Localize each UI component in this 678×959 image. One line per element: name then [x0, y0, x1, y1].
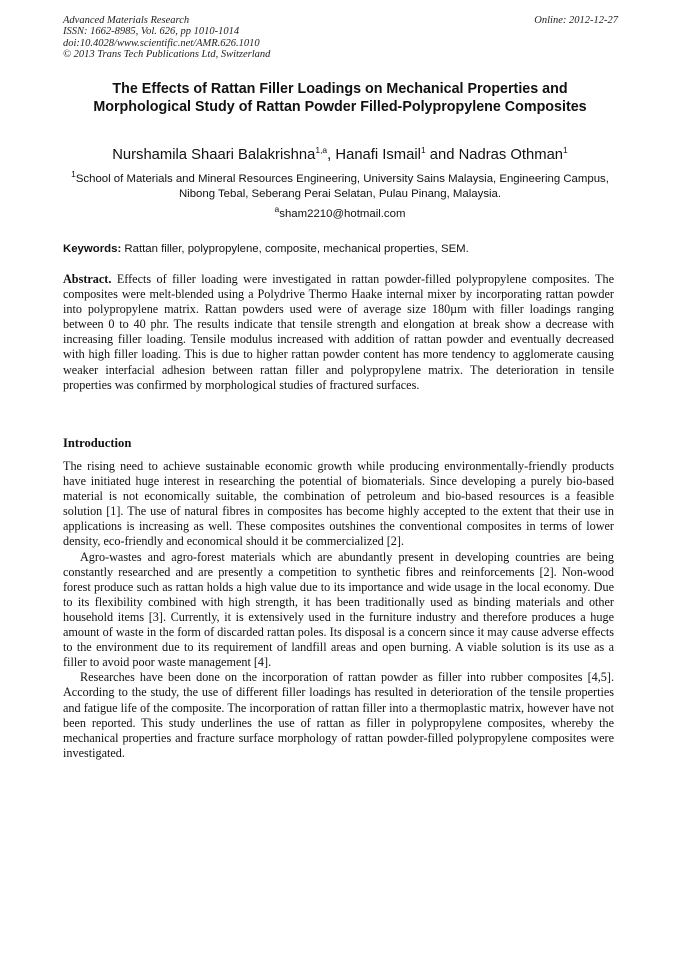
- abstract-label: Abstract.: [63, 272, 112, 286]
- copyright-line: © 2013 Trans Tech Publications Ltd, Switzerland: [63, 49, 271, 61]
- author-superscript: 1,a: [315, 145, 328, 156]
- introduction-body: [63, 459, 614, 761]
- keywords-label: Keywords:: [63, 243, 122, 255]
- paper-title: The Effects of Rattan Filler Loadings on Mechanical Properties and Morphological Study of Rattan Powder Filled-Polypropylene Composites: [93, 81, 587, 116]
- keywords-text: Rattan filler, polypropylene, composite, mechanical properties, SEM.: [124, 243, 469, 255]
- abstract-text: Effects of filler loading were investigated in rattan powder-filled polypropylene composites. The composites were melt-blended using a Polydrive Thermo Haake internal mixer by incorporating rattan powder into polypropylene matrix. Rattan powders used were of average size 180µm with filler loadings ranging between 0 to 40 phr. The results indicate that tensile strength and elongation at break show a decrease with increasing filler loading. Tensile modulus increased with addition of rattan powder and eventually decreased with high filler loading. This is due to higher rattan powder content has more tendency to agglomerate causing weaker interfacial adhesion between rattan filler and polypropylene matrix. The deterioration in tensile properties was confirmed by morphological studies of fractured surfaces.: [63, 272, 614, 392]
- paragraph: The rising need to achieve sustainable economic growth while producing environmentally-friendly products have initiated huge interest in researching the potential of biomaterials. Since developing a purely bio-based material is not economically suitable, the combination of petroleum and bio-based resources is a feasible solution [1]. The use of natural fibres in composites has become highly accepted to the extent that their use in applications is increasing as well. These composites outshines the conventional composites in terms of lower density, eco-friendly and economical should it be commercialized [2].: [63, 459, 614, 549]
- email-address: sham2210@hotmail.com: [279, 208, 406, 220]
- section-heading-introduction: Introduction: [63, 436, 132, 450]
- affiliation: [62, 169, 618, 202]
- keywords: [63, 242, 619, 257]
- affiliation-text: School of Materials and Mineral Resources Engineering, University Sains Malaysia, Engineering Campus, Nibong Tebal, Seberang Perai Selatan, Pulau Pinang, Malaysia.: [75, 173, 609, 201]
- journal-name: Advanced Materials Research: [63, 15, 190, 26]
- paragraph: Researches have been done on the incorporation of rattan powder as filler into rubber composites [4,5]. According to the study, the use of different filler loadings has resulted in deterioration of the tensile properties and fatigue life of the composite. The incorporation of rattan filler into a thermoplastic matrix, however have not been reported. This study underlines the use of rattan as filler in polypropylene composites, whereby the mechanical properties and fracture surface morphology of rattan powder-filled polypropylene composites were investigated.: [63, 670, 614, 760]
- paragraph: Agro-wastes and agro-forest materials which are abundantly present in developing countries are being constantly researched and are presently a competition to synthetic fibres and reinforcements [2]. Non-wood forest produce such as rattan holds a high value due to its importance and wide usage in the local economy. Due to its flexibility combined with high strength, it has been traditionally used as binding materials and other household items [3]. Currently, it is extensively used in the furniture industry and therefore produces a huge amount of waste in the form of discarded rattan poles. Its disposal is a concern since it may cause adverse effects to the environment due to its requirement of landfill areas and open burning. A viable solution is its use as a filler to avoid poor waste management [4].: [63, 549, 614, 670]
- issn-line: ISSN: 1662-8985, Vol. 626, pp 1010-1014: [63, 26, 240, 38]
- author-superscript: 1: [563, 145, 568, 156]
- author-name: Nadras Othman: [458, 147, 564, 163]
- author-list: [60, 145, 620, 165]
- abstract: [63, 272, 614, 393]
- online-date: Online: 2012-12-27: [534, 15, 618, 26]
- author-superscript: 1: [420, 145, 426, 156]
- affiliation-superscript: 1: [71, 169, 76, 180]
- journal-header: [63, 15, 618, 61]
- author-separator: and: [425, 147, 459, 163]
- author-email: [62, 204, 618, 222]
- email-superscript: a: [274, 204, 280, 215]
- author-name: Hanafi Ismail: [335, 147, 421, 163]
- author-name: Nurshamila Shaari Balakrishna: [112, 147, 316, 163]
- doi-line: doi:10.4028/www.scientific.net/AMR.626.1010: [63, 37, 260, 49]
- author-separator: ,: [327, 147, 336, 163]
